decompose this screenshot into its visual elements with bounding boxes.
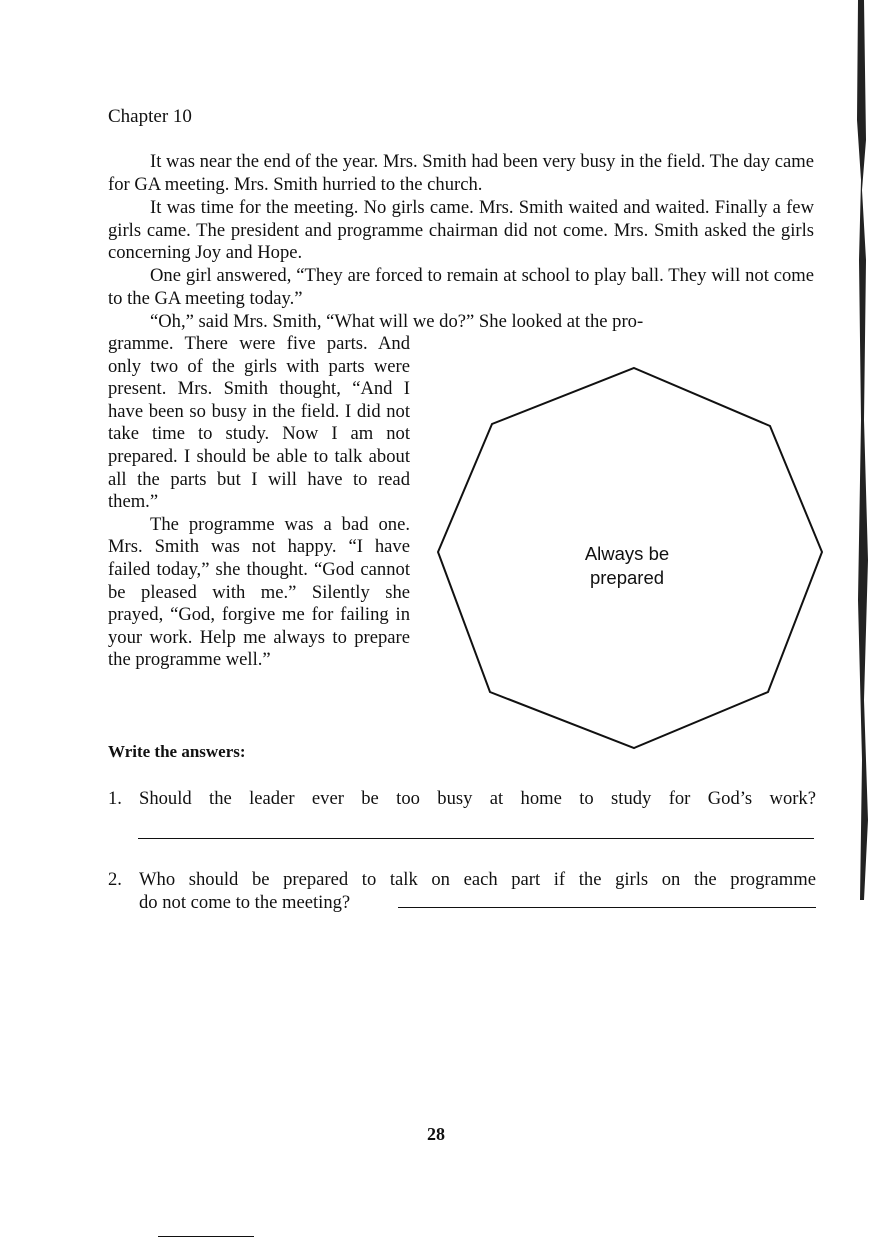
paragraph-3-text: One girl answered, “They are forced to remain at school to play ball. They will not come to the GA meeting today.” — [108, 265, 814, 309]
question-1-text: Should the leader ever be too busy at home to study for God’s work? — [139, 788, 816, 809]
answer-line-1[interactable] — [138, 838, 814, 839]
paragraph-1 — [108, 151, 814, 196]
chapter-heading: Chapter 10 — [108, 106, 192, 127]
exercise-heading: Write the answers: — [108, 742, 246, 761]
callout-line-2: prepared — [589, 567, 665, 588]
paragraph-1-text: It was near the end of the year. Mrs. Smith had been very busy in the field. The day came for GA meeting. Mrs. Smith hurried to the church. — [108, 151, 814, 195]
callout-line-1: Always be — [584, 543, 670, 564]
paragraph-4-line1-text: “Oh,” said Mrs. Smith, “What will we do?” She looked at the pro- — [150, 311, 644, 332]
question-2-text: Who should be prepared to talk on each part if the girls on the programme — [139, 869, 816, 890]
paragraph-5 — [108, 514, 410, 672]
narrow-column — [108, 333, 410, 672]
paragraph-4-first-line — [108, 311, 814, 334]
footer-rule — [158, 1236, 254, 1237]
paragraph-2-text: It was time for the meeting. No girls came. Mrs. Smith waited and waited. Finally a few girls came. The president and programme chairman did not come. Mrs. Smith asked the girls concerning Joy and Hope. — [108, 197, 814, 264]
page-number: 28 — [427, 1124, 445, 1144]
paragraph-2 — [108, 197, 814, 265]
question-1-number: 1. — [108, 788, 122, 809]
answer-line-2[interactable] — [398, 907, 816, 908]
paragraph-5-text: The programme was a bad one. Mrs. Smith was not happy. “I have failed today,” she thought. “God cannot be pleased with me.” Silently she prayed, “God, forgive me for failing in your work. Help me always to prepare the programme well.” — [108, 513, 410, 671]
paragraph-3 — [108, 265, 814, 310]
question-2-text-cont: do not come to the meeting? — [139, 891, 351, 913]
paragraph-4-rest: gramme. There were five parts. And only two of the girls with parts were present. Mrs. Smith thought, “And I have been so busy in the field. I did not take time to study. Now I am not prepared. I should be able to talk about all the parts but I will have to read them.” — [108, 333, 410, 513]
octagon-callout-text — [550, 542, 704, 590]
scan-edge-shadow — [852, 0, 872, 900]
question-2-number: 2. — [108, 869, 122, 890]
